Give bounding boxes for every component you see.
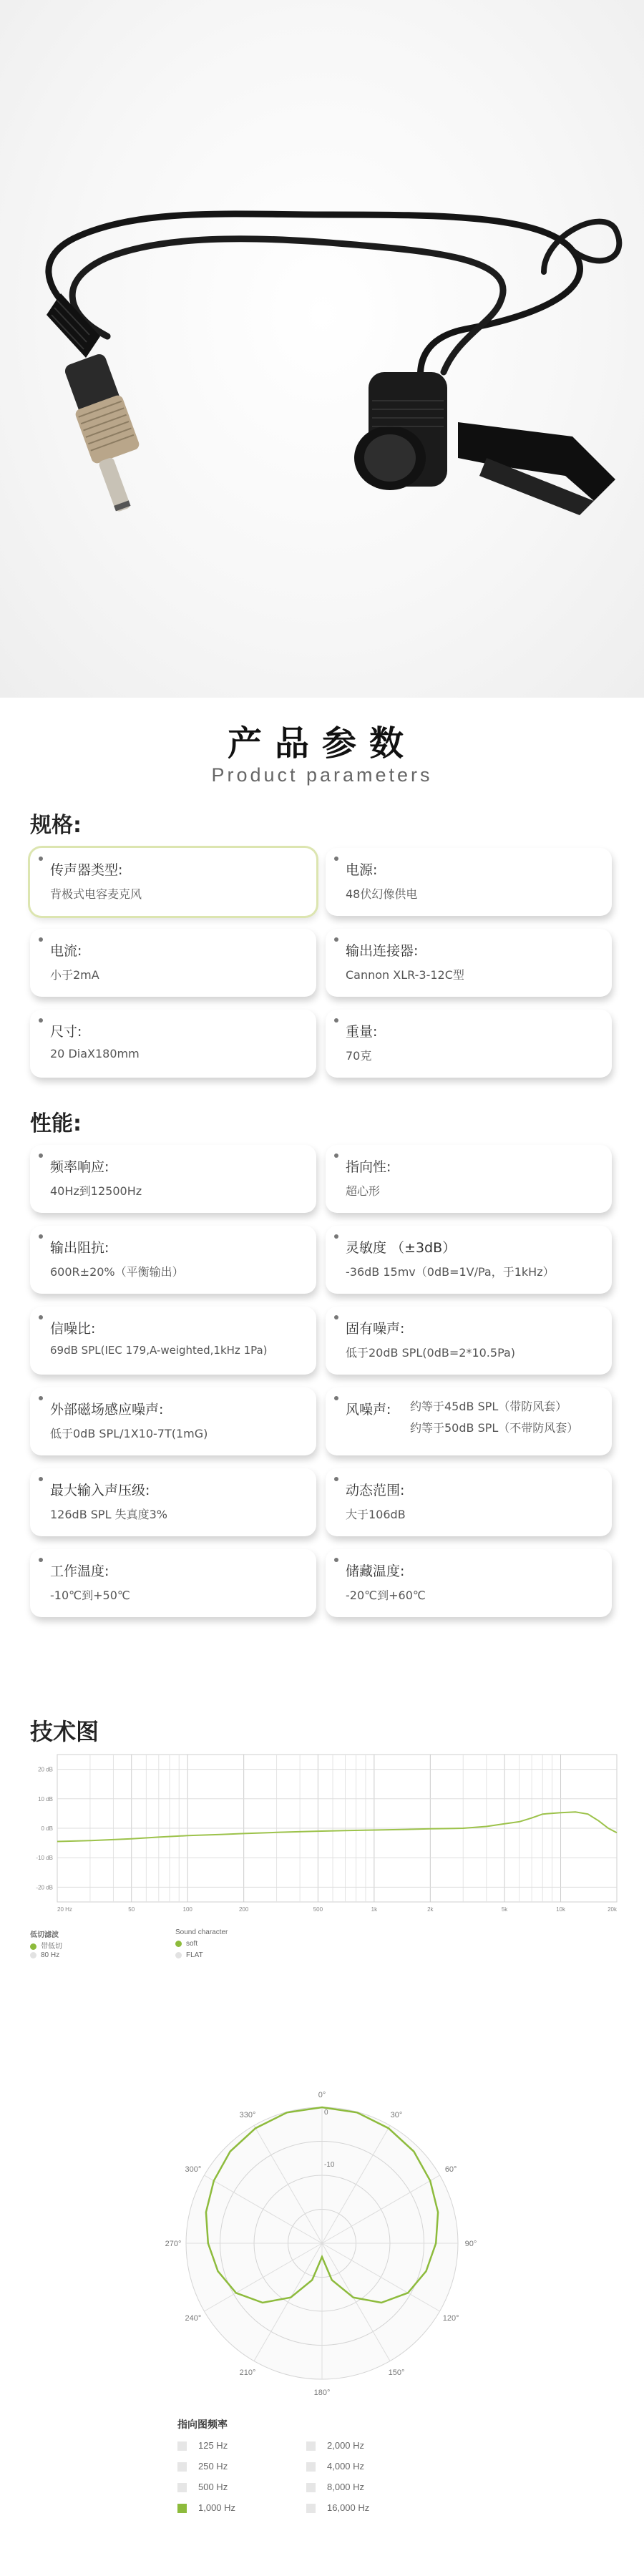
tech-heading: 技术图	[30, 1718, 99, 1745]
bullet-icon	[39, 1018, 43, 1023]
perf-label: 指向性:	[346, 1159, 391, 1175]
perf-card	[326, 1468, 612, 1536]
frequency-label: 500 Hz	[198, 2482, 228, 2492]
perf-value: 约等于45dB SPL（带防风套）	[410, 1400, 567, 1413]
polar-angle-label: 240°	[185, 2314, 202, 2323]
frequency-label: 125 Hz	[198, 2440, 228, 2451]
frequency-option[interactable]	[177, 2482, 228, 2492]
legend-item	[30, 1940, 62, 1951]
x-tick-label: 20 Hz	[57, 1906, 72, 1913]
polar-angle-label: 120°	[442, 2314, 459, 2323]
bullet-icon	[334, 857, 338, 861]
legend-dot-icon	[30, 1943, 36, 1950]
spec-card	[30, 1010, 316, 1078]
perf-card	[30, 1145, 316, 1213]
bullet-icon	[334, 1018, 338, 1023]
perf-label: 灵敏度 （±3dB）	[346, 1240, 457, 1256]
bullet-icon	[334, 1477, 338, 1481]
perf-value-2: 约等于50dB SPL（不带防风套）	[410, 1421, 579, 1435]
bullet-icon	[39, 1234, 43, 1239]
frequency-label: 16,000 Hz	[327, 2502, 370, 2513]
x-tick-label: 10k	[556, 1906, 565, 1913]
spec-value: 小于2mA	[50, 968, 99, 982]
frequency-label: 8,000 Hz	[327, 2482, 365, 2492]
response-series-line	[57, 1812, 617, 1841]
chart-grid	[57, 1755, 617, 1902]
perf-value: -10℃到+50℃	[50, 1589, 130, 1602]
spec-value: 48伏幻像供电	[346, 887, 418, 901]
frequency-option[interactable]	[306, 2461, 364, 2472]
frequency-response-chart	[29, 1746, 630, 1925]
y-tick-label: 20 dB	[38, 1766, 53, 1773]
perf-label: 输出阻抗:	[50, 1240, 109, 1256]
bullet-icon	[334, 1558, 338, 1562]
y-tick-label: -20 dB	[36, 1884, 53, 1891]
x-tick-labels	[57, 1906, 618, 1913]
spec-value: 70克	[346, 1049, 372, 1063]
perf-label: 最大输入声压级:	[50, 1483, 150, 1498]
frequency-label: 2,000 Hz	[327, 2440, 365, 2451]
perf-card	[30, 1468, 316, 1536]
checkbox-icon	[306, 2441, 316, 2451]
legend-label: 80 Hz	[41, 1951, 60, 1959]
perf-card	[326, 1226, 612, 1294]
perf-value: 低于20dB SPL(0dB=2*10.5Pa)	[346, 1346, 516, 1360]
polar-angle-label: 180°	[313, 2389, 331, 2397]
perf-value: 69dB SPL(IEC 179,A-weighted,1kHz 1Pa)	[50, 1344, 268, 1357]
x-tick-label: 100	[182, 1906, 192, 1913]
bullet-icon	[39, 1396, 43, 1400]
frequency-label: 1,000 Hz	[198, 2502, 236, 2513]
spec-label: 电源:	[346, 862, 378, 878]
perf-value: 600R±20%（平衡输出）	[50, 1265, 184, 1279]
spec-card	[326, 1010, 612, 1078]
perf-value: -20℃到+60℃	[346, 1589, 426, 1602]
polar-angle-label: 270°	[165, 2240, 182, 2248]
polar-radial-label: -10	[324, 2161, 335, 2169]
legend-item	[175, 1940, 197, 1948]
polar-angle-label: 210°	[239, 2368, 256, 2378]
x-tick-label: 50	[128, 1906, 135, 1913]
spec-label: 尺寸:	[50, 1024, 82, 1040]
bullet-icon	[334, 1396, 338, 1400]
spec-card	[326, 848, 612, 916]
spec-card	[30, 929, 316, 997]
polar-angle-label: 30°	[390, 2110, 403, 2119]
spec-card	[326, 929, 612, 997]
legend-dot-icon	[175, 1952, 182, 1958]
product-photo	[0, 0, 644, 698]
bullet-icon	[39, 937, 43, 942]
x-tick-label: 200	[238, 1906, 249, 1913]
perf-label: 频率响应:	[50, 1159, 109, 1175]
polar-angle-label: 300°	[185, 2165, 202, 2174]
legend-label: 带低切	[41, 1943, 62, 1951]
spec-value: 背极式电容麦克风	[50, 887, 142, 901]
perf-value: -36dB 15mv（0dB=1V/Pa，于1kHz）	[346, 1265, 555, 1279]
bullet-icon	[334, 1315, 338, 1319]
polar-angle-label: 60°	[444, 2165, 457, 2174]
bullet-icon	[39, 1315, 43, 1319]
checkbox-icon	[177, 2504, 187, 2513]
spec-label: 输出连接器:	[346, 943, 419, 959]
x-tick-label: 5k	[501, 1906, 508, 1913]
perf-card	[30, 1549, 316, 1617]
perf-card	[326, 1307, 612, 1375]
bullet-icon	[334, 1234, 338, 1239]
y-tick-label: -10 dB	[36, 1855, 53, 1862]
frequency-list-title: 指向图频率	[177, 2419, 228, 2431]
perf-value: 40Hz到12500Hz	[50, 1184, 142, 1198]
x-tick-label: 1k	[371, 1906, 378, 1913]
legend-left-title: 低切滤波	[30, 1931, 59, 1939]
perf-value: 126dB SPL 失真度3%	[50, 1508, 167, 1521]
bullet-icon	[39, 1477, 43, 1481]
polar-angle-label: 330°	[239, 2110, 256, 2119]
polar-grid	[186, 2107, 458, 2379]
perf-card	[30, 1307, 316, 1375]
checkbox-icon	[306, 2483, 316, 2492]
spec-value: Cannon XLR-3-12C型	[346, 968, 464, 982]
spec-label: 电流:	[50, 943, 82, 959]
x-tick-label: 2k	[427, 1906, 434, 1913]
page-subtitle: Product parameters	[211, 764, 433, 786]
perf-label: 信噪比:	[50, 1321, 96, 1337]
legend-item	[30, 1951, 59, 1959]
polar-pattern-chart	[0, 2091, 644, 2411]
perf-card	[326, 1145, 612, 1213]
perf-value: 超心形	[346, 1184, 381, 1198]
checkbox-icon	[177, 2462, 187, 2472]
y-tick-labels	[36, 1767, 53, 1891]
perf-card	[30, 1226, 316, 1294]
checkbox-icon	[306, 2504, 316, 2513]
perf-value: 大于106dB	[346, 1508, 406, 1521]
spec-label: 传声器类型:	[50, 862, 123, 878]
frequency-option[interactable]	[306, 2502, 369, 2513]
perf-label: 储藏温度:	[346, 1563, 405, 1579]
page-title: 产品参数	[227, 723, 416, 763]
polar-angle-label: 150°	[388, 2368, 405, 2378]
perf-label: 外部磁场感应噪声:	[50, 1402, 164, 1418]
legend-label: soft	[186, 1940, 198, 1948]
spec-value: 20 DiaX180mm	[50, 1047, 140, 1060]
perf-card	[326, 1387, 612, 1455]
perf-card	[30, 1387, 316, 1455]
legend-dot-icon	[30, 1952, 36, 1958]
bullet-icon	[39, 1558, 43, 1562]
bullet-icon	[39, 1153, 43, 1158]
perf-card	[326, 1549, 612, 1617]
specs-heading: 规格:	[30, 813, 82, 838]
frequency-option[interactable]	[306, 2482, 364, 2492]
x-tick-label: 20k	[608, 1906, 617, 1913]
perf-label: 工作温度:	[50, 1563, 109, 1579]
legend-item	[175, 1951, 203, 1959]
checkbox-icon	[177, 2441, 187, 2451]
perf-label: 固有噪声:	[346, 1321, 405, 1337]
spec-label: 重量:	[346, 1024, 378, 1040]
frequency-label: 250 Hz	[198, 2461, 228, 2472]
polar-radial-label: 0	[324, 2109, 328, 2117]
frequency-option[interactable]	[177, 2440, 228, 2451]
legend-right-title: Sound character	[175, 1928, 228, 1936]
polar-angle-label: 90°	[464, 2240, 477, 2248]
frequency-option[interactable]	[177, 2461, 228, 2472]
bullet-icon	[39, 857, 43, 861]
frequency-option[interactable]	[177, 2502, 235, 2513]
bullet-icon	[334, 937, 338, 942]
performance-heading: 性能:	[30, 1111, 82, 1136]
perf-label: 风噪声:	[346, 1402, 391, 1418]
polar-angle-label: 0°	[318, 2091, 326, 2099]
perf-label: 动态范围:	[346, 1483, 405, 1498]
legend-label: FLAT	[186, 1951, 203, 1959]
bullet-icon	[334, 1153, 338, 1158]
y-tick-label: 0 dB	[41, 1825, 53, 1832]
perf-value: 低于0dB SPL/1X10-7T(1mG)	[50, 1427, 208, 1440]
legend-dot-icon	[175, 1941, 182, 1947]
x-tick-label: 500	[313, 1906, 323, 1913]
checkbox-icon	[177, 2483, 187, 2492]
spec-card	[30, 848, 316, 916]
checkbox-icon	[306, 2462, 316, 2472]
y-tick-label: 10 dB	[38, 1795, 53, 1802]
frequency-option[interactable]	[306, 2440, 364, 2451]
frequency-label: 4,000 Hz	[327, 2461, 365, 2472]
